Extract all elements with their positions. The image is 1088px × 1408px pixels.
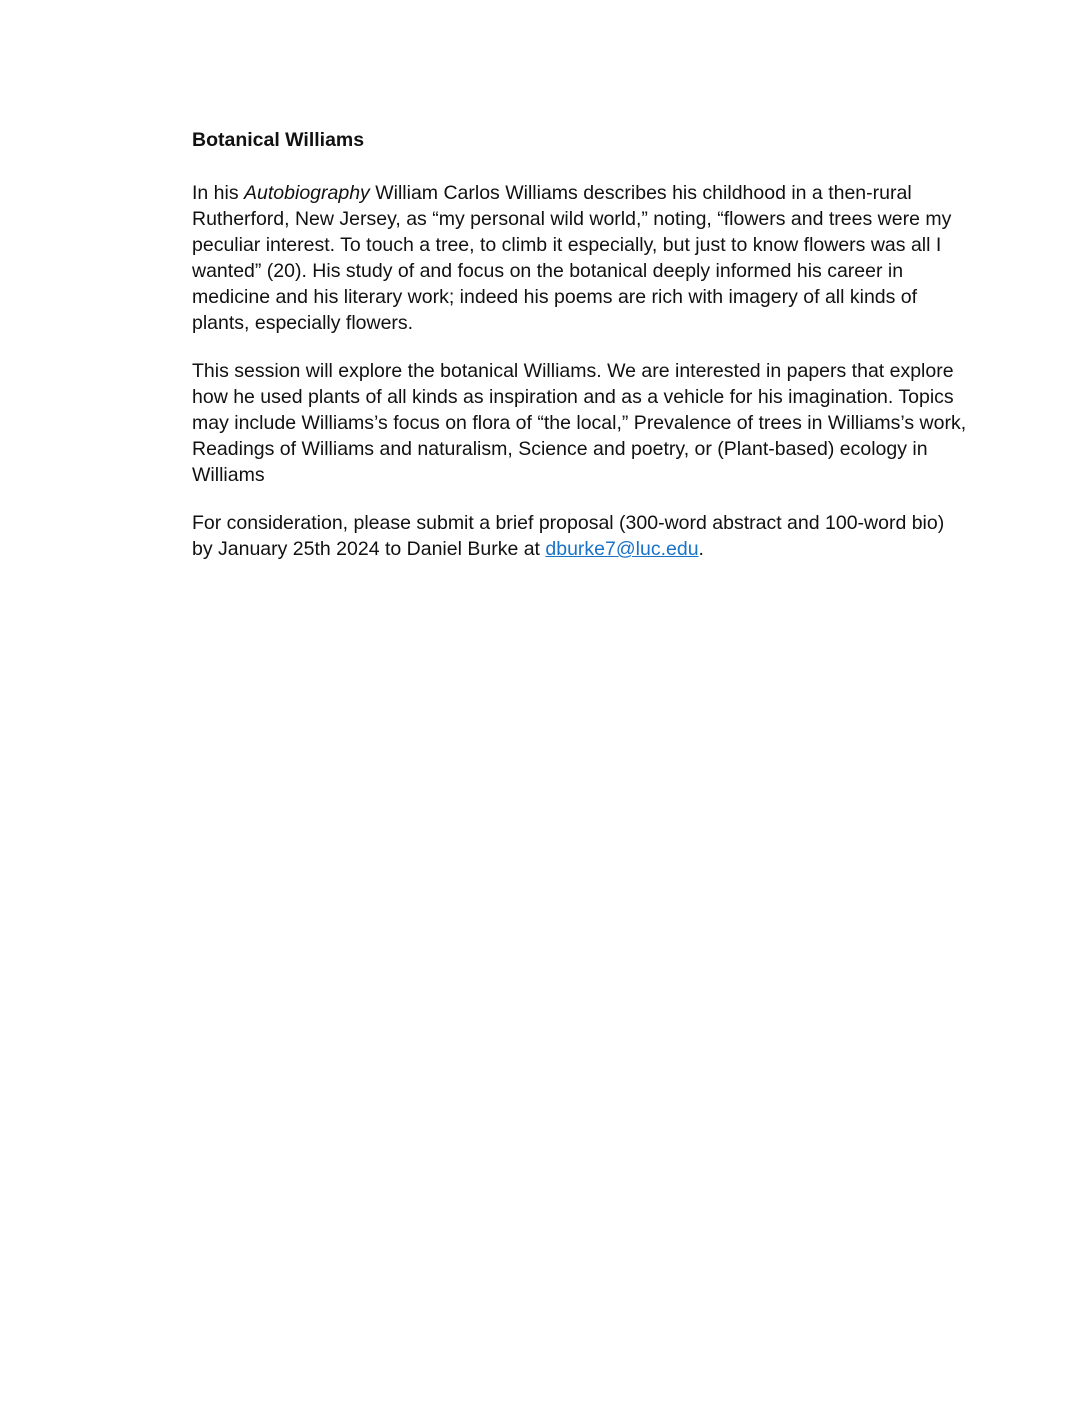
- document-title: Botanical Williams: [192, 129, 365, 151]
- book-title: Autobiography: [244, 182, 370, 204]
- document-page: [192, 126, 970, 584]
- submission-paragraph: [192, 510, 970, 562]
- email-link[interactable]: dburke7@luc.edu: [545, 538, 699, 560]
- submission-text: For consideration, please submit a brief proposal (300-word abstract and 100-word bio) by January 25th 2024 to Daniel Burke at: [192, 512, 945, 560]
- submission-end: .: [698, 538, 704, 560]
- intro-body: William Carlos Williams describes his childhood in a then-rural Rutherford, New Jersey, as “my personal wild world,” noting, “flowers and trees were my peculiar interest. To touch a tree, to climb it especially, but just to know flowers was all I wanted” (20). His study of and focus on the botanical deeply informed his career in medicine and his literary work; indeed his poems are rich with imagery of all kinds of plants, especially flowers.: [192, 182, 952, 334]
- session-paragraph: This session will explore the botanical Williams. We are interested in papers that explore how he used plants of all kinds as inspiration and as a vehicle for his imagination. Topics may include Williams’s focus on flora of “the local,” Prevalence of trees in Williams’s work, Readings of Williams and naturalism, Science and poetry, or (Plant-based) ecology in Williams: [192, 360, 967, 486]
- intro-lead: In his: [192, 182, 245, 204]
- intro-paragraph: [192, 180, 970, 336]
